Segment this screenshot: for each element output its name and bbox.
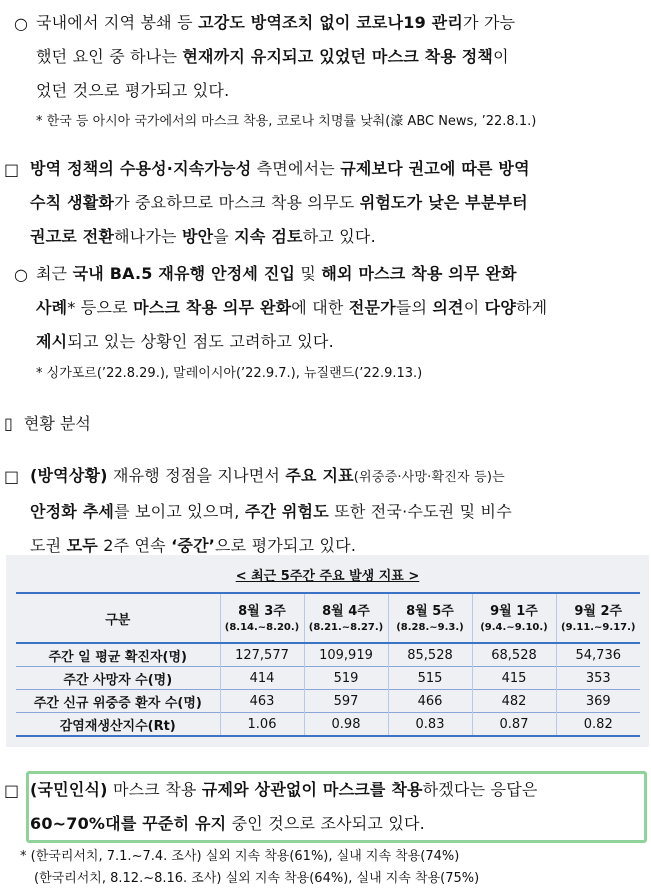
table-cell: 466 bbox=[388, 690, 472, 713]
paragraph-1-line-1: 국내에서 지역 봉쇄 등 고강도 방역조치 없이 코로나19 관리가 가능 bbox=[36, 13, 516, 32]
paragraph-2-line-1: 방역 정책의 수용성·지속가능성 측면에서는 규제보다 권고에 따른 방역 bbox=[30, 159, 530, 178]
table-cell: 353 bbox=[556, 667, 640, 690]
paragraph-2 bbox=[30, 152, 646, 254]
paragraph-5 bbox=[30, 773, 642, 841]
table-cell: 127,577 bbox=[220, 643, 304, 667]
bullet-circle-1: ○ bbox=[14, 14, 28, 33]
table-cell: 463 bbox=[220, 690, 304, 713]
table-row-label: 주간 일 평균 확진자(명) bbox=[16, 643, 220, 667]
table-cell: 68,528 bbox=[472, 643, 556, 667]
footnote-5a: * (한국리서치, 7.1.~7.4. 조사) 실외 지속 착용(61%), 실내 지속 착용(74%) bbox=[20, 849, 460, 864]
indicator-table bbox=[16, 592, 640, 737]
table-col-header: 9월 2주 (9.11.~9.17.) bbox=[556, 593, 640, 643]
table-col-header: 8월 3주 (8.14.~8.20.) bbox=[220, 593, 304, 643]
table-cell: 1.06 bbox=[220, 713, 304, 737]
paragraph-3-line-1: 최근 국내 BA.5 재유행 안정세 진입 및 해외 마스크 착용 의무 완화 bbox=[36, 264, 517, 283]
bullet-square-2: □ bbox=[4, 160, 20, 179]
table-cell: 54,736 bbox=[556, 643, 640, 667]
paragraph-5-line-2: 60~70%대를 꾸준히 유지 중인 것으로 조사되고 있다. bbox=[30, 814, 425, 833]
table-header-label: 구분 bbox=[16, 593, 220, 643]
table-cell: 415 bbox=[472, 667, 556, 690]
footnote-1: * 한국 등 아시아 국가에서의 마스크 착용, 코로나 치명률 낮춰(濠 ABC News, ’22.8.1.) bbox=[36, 114, 537, 129]
table-cell: 109,919 bbox=[304, 643, 388, 667]
bullet-square-5: □ bbox=[4, 781, 20, 800]
table-cell: 369 bbox=[556, 690, 640, 713]
table-cell: 519 bbox=[304, 667, 388, 690]
table-cell: 0.83 bbox=[388, 713, 472, 737]
paragraph-3 bbox=[36, 257, 646, 359]
paragraph-1-line-3: 었던 것으로 평가되고 있다. bbox=[36, 81, 230, 100]
paragraph-5-line-1: (국민인식) 마스크 착용 규제와 상관없이 마스크를 착용하겠다는 응답은 bbox=[30, 780, 538, 799]
paragraph-4-line-3: 도권 모두 2주 연속 ‘중간’으로 평가되고 있다. bbox=[30, 536, 357, 555]
table-cell: 597 bbox=[304, 690, 388, 713]
paragraph-1 bbox=[36, 6, 646, 108]
footnote-5b: (한국리서치, 8.12.~8.16. 조사) 실외 지속 착용(64%), 실내 지속 착용(75%) bbox=[34, 871, 480, 886]
table-cell: 0.98 bbox=[304, 713, 388, 737]
table-row bbox=[16, 713, 640, 737]
table-row-label: 주간 신규 위중증 환자 수(명) bbox=[16, 690, 220, 713]
indicator-table-panel bbox=[6, 555, 649, 747]
table-row-label: 주간 사망자 수(명) bbox=[16, 667, 220, 690]
table-header-row bbox=[16, 593, 640, 643]
paragraph-2-line-3: 권고로 전환해나가는 방안을 지속 검토하고 있다. bbox=[30, 227, 376, 246]
paragraph-3-line-2: 사례* 등으로 마스크 착용 의무 완화에 대한 전문가들의 의견이 다양하게 bbox=[36, 298, 548, 317]
table-caption: < 최근 5주간 주요 발생 지표 > bbox=[235, 569, 420, 584]
table-row bbox=[16, 667, 640, 690]
table-cell: 414 bbox=[220, 667, 304, 690]
bullet-circle-3: ○ bbox=[14, 265, 28, 284]
table-row-label: 감염재생산지수(Rt) bbox=[16, 713, 220, 737]
bullet-square-4: □ bbox=[4, 467, 20, 486]
table-row bbox=[16, 690, 640, 713]
paragraph-4-line-2: 안정화 추세를 보이고 있으며, 주간 위험도 또한 전국·수도권 및 비수 bbox=[30, 502, 512, 521]
paragraph-3-line-3: 제시되고 있는 상황인 점도 고려하고 있다. bbox=[36, 332, 334, 351]
table-col-header: 9월 1주 (9.4.~9.10.) bbox=[472, 593, 556, 643]
table-cell: 482 bbox=[472, 690, 556, 713]
footnote-3: * 싱가포르(’22.8.29.), 말레이시아(’22.9.7.), 뉴질랜드(’22.9.13.) bbox=[36, 366, 423, 381]
table-cell: 0.82 bbox=[556, 713, 640, 737]
paragraph-1-line-2: 했던 요인 중 하나는 현재까지 유지되고 있었던 마스크 착용 정책이 bbox=[36, 47, 509, 66]
section-marker-icon: ▯ bbox=[4, 414, 13, 433]
section-title: 현황 분석 bbox=[23, 414, 91, 433]
table-col-header: 8월 5주 (8.28.~9.3.) bbox=[388, 593, 472, 643]
paragraph-4-line-1: (방역상황) 재유행 정점을 지나면서 주요 지표(위중증·사망·확진자 등)는 bbox=[30, 466, 505, 485]
section-heading bbox=[4, 411, 91, 434]
paragraph-2-line-2: 수칙 생활화가 중요하므로 마스크 착용 의무도 위험도가 낮은 부분부터 bbox=[30, 193, 528, 212]
table-cell: 515 bbox=[388, 667, 472, 690]
table-row bbox=[16, 643, 640, 667]
table-col-header: 8월 4주 (8.21.~8.27.) bbox=[304, 593, 388, 643]
table-cell: 0.87 bbox=[472, 713, 556, 737]
paragraph-4 bbox=[30, 459, 650, 563]
table-cell: 85,528 bbox=[388, 643, 472, 667]
